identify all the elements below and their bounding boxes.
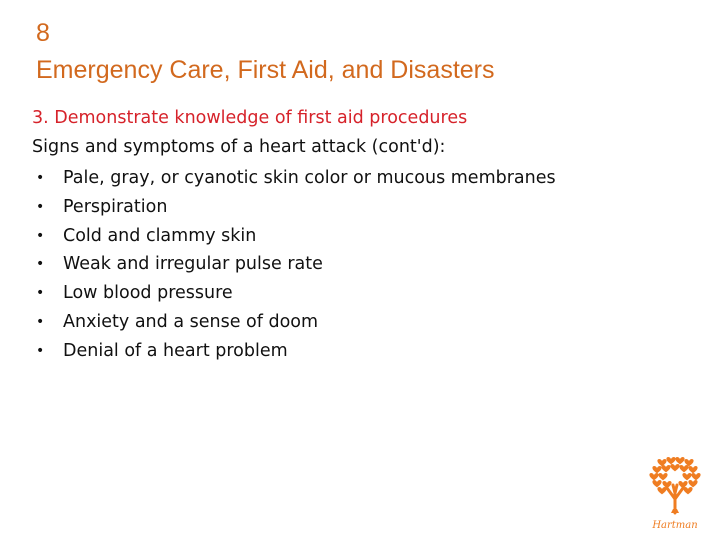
list-item bbox=[36, 222, 556, 251]
bullet-icon: • bbox=[36, 170, 45, 186]
bullet-icon: • bbox=[36, 342, 45, 359]
list-item bbox=[36, 279, 556, 308]
list-item bbox=[36, 250, 556, 279]
chapter-number: 8 bbox=[36, 19, 50, 47]
list-item bbox=[36, 193, 556, 222]
list-item-text: Pale, gray, or cyanotic skin color or mucous membranes bbox=[63, 168, 556, 188]
bullet-icon: • bbox=[36, 313, 45, 330]
section-intro: Signs and symptoms of a heart attack (cont'd): bbox=[32, 137, 446, 157]
symptom-list bbox=[36, 164, 556, 366]
bullet-icon: • bbox=[36, 198, 45, 215]
bullet-icon: • bbox=[36, 227, 45, 244]
list-item-text: Perspiration bbox=[63, 196, 168, 217]
list-item bbox=[36, 308, 556, 337]
chapter-title: Emergency Care, First Aid, and Disasters bbox=[36, 56, 495, 84]
learning-objective: 3. Demonstrate knowledge of first aid procedures bbox=[32, 108, 468, 128]
list-item-text: Denial of a heart problem bbox=[63, 340, 288, 361]
bullet-icon: • bbox=[36, 256, 45, 273]
heart-tree-icon bbox=[640, 455, 710, 535]
list-item-text: Weak and irregular pulse rate bbox=[63, 254, 323, 275]
list-item-text: Low blood pressure bbox=[63, 283, 233, 304]
bullet-icon: • bbox=[36, 285, 45, 302]
list-item-text: Anxiety and a sense of doom bbox=[63, 311, 319, 332]
list-item bbox=[36, 337, 556, 366]
list-item bbox=[36, 164, 556, 193]
logo-wordmark: Hartman bbox=[652, 520, 698, 531]
hartman-logo bbox=[640, 455, 710, 535]
list-item-text: Cold and clammy skin bbox=[63, 225, 257, 246]
